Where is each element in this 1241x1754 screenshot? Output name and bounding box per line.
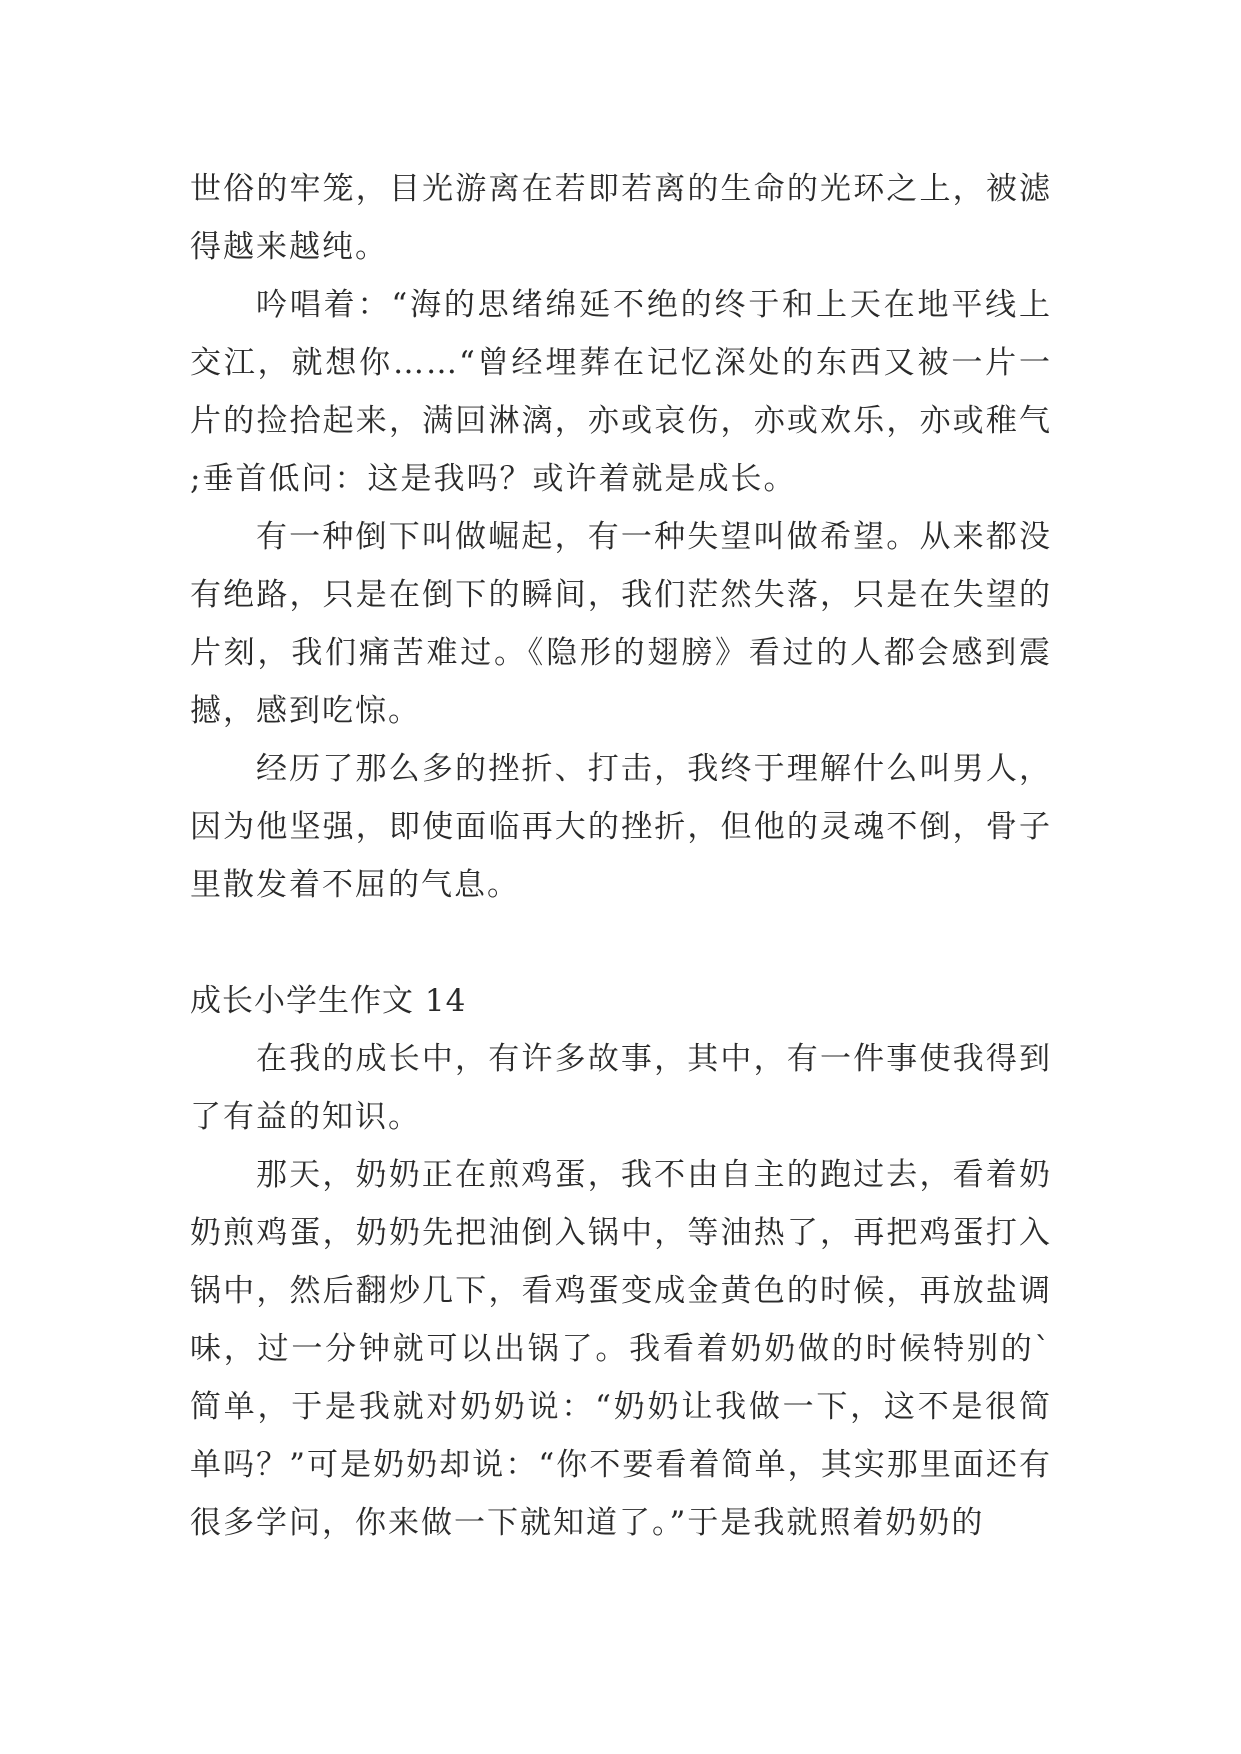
paragraph-setbacks: 经历了那么多的挫折、打击，我终于理解什么叫男人，因为他坚强，即使面临再大的挫折，但他的灵魂不倒，骨子里散发着不屈的气息。 [190,751,1052,903]
paragraph-rise: 有一种倒下叫做崛起，有一种失望叫做希望。从来都没有绝路，只是在倒下的瞬间，我们茫然失落，只是在失望的片刻，我们痛苦难过。《隐形的翅膀》看过的人都会感到震撼，感到吃惊。 [190,519,1052,729]
paragraph-singing: 吟唱着：“海的思绪绵延不绝的终于和上天在地平线上交江，就想你……“曾经埋葬在记忆深处的东西又被一片一片的捡拾起来，满回淋漓，亦或哀伤，亦或欢乐，亦或稚气;垂首低问：这是我吗？或许着就是成长。 [190,287,1052,497]
section-gap [190,914,1052,972]
paragraph-egg-story: 那天，奶奶正在煎鸡蛋，我不由自主的跑过去，看着奶奶煎鸡蛋，奶奶先把油倒入锅中，等油热了，再把鸡蛋打入锅中，然后翻炒几下，看鸡蛋变成金黄色的时候，再放盐调味，过一分钟就可以出锅了。我看着奶奶做的时候特别的`简单，于是我就对奶奶说：“奶奶让我做一下，这不是很简单吗？”可是奶奶却说：“你不要看着简单，其实那里面还有很多学问，你来做一下就知道了。”于是我就照着奶奶的 [190,1157,1052,1541]
continuation-paragraph: 世俗的牢笼，目光游离在若即若离的生命的光环之上，被滤得越来越纯。 [190,171,1052,265]
paragraph-story-intro: 在我的成长中，有许多故事，其中，有一件事使我得到了有益的知识。 [190,1041,1052,1135]
document-body [190,160,1052,1552]
section-title: 成长小学生作文 14 [190,983,467,1019]
